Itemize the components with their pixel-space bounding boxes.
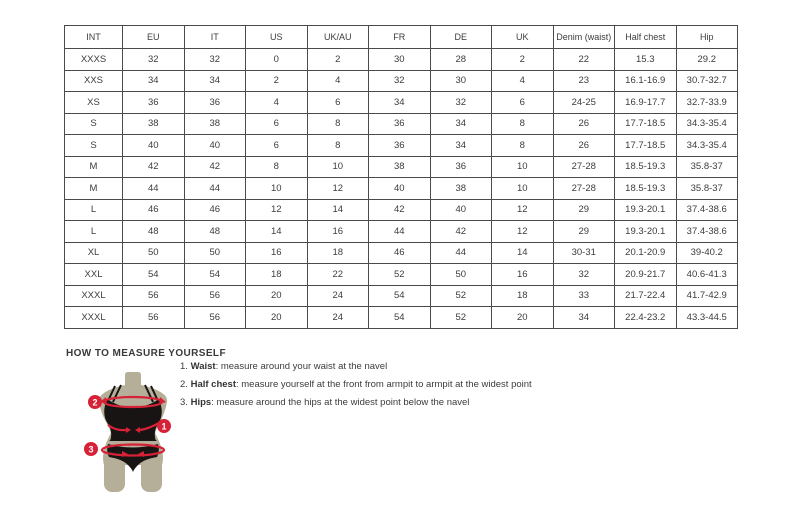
size-table-cell: 40 [184,135,246,157]
size-table-cell: 32 [430,92,492,114]
size-table-cell: 32 [184,49,246,71]
size-table-cell: 6 [246,135,308,157]
size-table-cell: 54 [123,264,185,286]
size-table-cell: 19.3-20.1 [615,221,677,243]
size-table-row [65,242,738,264]
measure-steps-list [180,362,532,416]
measure-step-number: 2. [180,379,188,390]
size-table-cell: 52 [430,307,492,329]
size-table-cell: 50 [430,264,492,286]
measure-step-term: Hips [190,397,212,408]
size-table-cell: 32 [123,49,185,71]
size-table-header-row [65,26,738,49]
size-table-cell: 38 [430,178,492,200]
size-table-cell: 44 [123,178,185,200]
size-table-cell: 20 [246,307,308,329]
size-table-cell: 2 [307,49,369,71]
size-table-cell: M [65,178,123,200]
column-header-eu: EU [123,26,185,49]
size-table-cell: 16.1-16.9 [615,70,677,92]
size-table-cell: 24 [307,307,369,329]
size-table-cell: 46 [369,242,431,264]
size-table-cell: 16 [307,221,369,243]
size-table-cell: 32 [553,264,615,286]
column-header-uk: UK [492,26,554,49]
size-table-cell: 36 [369,135,431,157]
size-table-cell: 21.7-22.4 [615,285,677,307]
size-table-cell: 22 [307,264,369,286]
size-table-cell: 32 [369,70,431,92]
size-table-cell: 4 [492,70,554,92]
size-table-row [65,199,738,221]
size-table-cell: 18.5-19.3 [615,178,677,200]
size-table-cell: 36 [123,92,185,114]
size-table-cell: 4 [246,92,308,114]
badge-2-number: 2 [92,397,98,408]
size-table-cell: 28 [430,49,492,71]
measure-step [180,380,532,390]
size-table-cell: 20.1-20.9 [615,242,677,264]
size-table-cell: 54 [184,264,246,286]
size-table-cell: 44 [184,178,246,200]
size-table-cell: 30 [369,49,431,71]
size-table-row [65,264,738,286]
size-table-body [65,49,738,329]
size-table-cell: 34 [123,70,185,92]
size-table-cell: 42 [123,156,185,178]
size-table-row [65,113,738,135]
badge-1-number: 1 [161,421,167,432]
size-table-cell: 16.9-17.7 [615,92,677,114]
size-table-cell: 38 [369,156,431,178]
size-table-cell: 50 [123,242,185,264]
size-table-cell: 54 [369,307,431,329]
size-table-cell: 22.4-23.2 [615,307,677,329]
size-table-cell: 40 [430,199,492,221]
size-table-cell: 20 [492,307,554,329]
size-table-cell: 15.3 [615,49,677,71]
size-table-cell: 56 [184,285,246,307]
measure-step-term: Waist [190,361,216,372]
column-header-denim-waist: Denim (waist) [553,26,615,49]
size-table-cell: 36 [430,156,492,178]
size-table-cell: 4 [307,70,369,92]
size-table-cell: 18 [492,285,554,307]
size-table-cell: 43.3-44.5 [676,307,738,329]
size-table-cell: 20 [246,285,308,307]
measure-step-number: 3. [180,397,188,408]
size-table-cell: S [65,135,123,157]
column-header-it: IT [184,26,246,49]
size-table-cell: 10 [492,178,554,200]
size-table-cell: 56 [123,285,185,307]
size-table-cell: 37.4-38.6 [676,221,738,243]
size-table-cell: L [65,221,123,243]
size-table-cell: 35.8-37 [676,156,738,178]
size-table-cell: 41.7-42.9 [676,285,738,307]
size-table-cell: 34.3-35.4 [676,135,738,157]
size-table-cell: 46 [184,199,246,221]
size-table-cell: 34 [430,113,492,135]
size-table-row [65,49,738,71]
size-table-cell: S [65,113,123,135]
size-table-cell: 17.7-18.5 [615,135,677,157]
size-table-cell: 16 [492,264,554,286]
size-table-cell: 27-28 [553,178,615,200]
size-table-cell: 24 [307,285,369,307]
size-table-cell: 38 [123,113,185,135]
size-table-cell: 40 [369,178,431,200]
size-table-cell: 30 [430,70,492,92]
column-header-uk-au: UK/AU [307,26,369,49]
measure-step [180,398,532,408]
size-table-cell: 6 [492,92,554,114]
size-table-row [65,307,738,329]
size-table-cell: 16 [246,242,308,264]
size-table-cell: 18 [307,242,369,264]
size-table-cell: 2 [492,49,554,71]
size-table-cell: 20.9-21.7 [615,264,677,286]
size-table-cell: 10 [246,178,308,200]
size-table-row [65,221,738,243]
size-table-cell: 17.7-18.5 [615,113,677,135]
size-table-cell: 38 [184,113,246,135]
size-table-cell: 10 [492,156,554,178]
size-table-cell: 29.2 [676,49,738,71]
mannequin-left-thigh-shape [104,456,125,492]
size-table-cell: 8 [492,113,554,135]
size-table-cell: M [65,156,123,178]
size-table-cell: 19.3-20.1 [615,199,677,221]
size-table-cell: 14 [307,199,369,221]
mannequin-right-thigh-shape [141,456,162,492]
size-table-cell: 23 [553,70,615,92]
size-table-cell: XXXS [65,49,123,71]
size-table-cell: 0 [246,49,308,71]
size-table-row [65,135,738,157]
size-table-row [65,70,738,92]
size-table-cell: 34.3-35.4 [676,113,738,135]
size-table-cell: 33 [553,285,615,307]
size-table-cell: 12 [307,178,369,200]
size-table-cell: 26 [553,135,615,157]
size-table-cell: 24-25 [553,92,615,114]
size-table-cell: 8 [492,135,554,157]
size-table-cell: 50 [184,242,246,264]
size-table-cell: 46 [123,199,185,221]
measure-step-number: 1. [180,361,188,372]
size-table-cell: 8 [246,156,308,178]
size-table-cell: 48 [184,221,246,243]
column-header-us: US [246,26,308,49]
size-table-cell: 44 [369,221,431,243]
size-table-cell: 52 [430,285,492,307]
size-table-cell: XXXL [65,285,123,307]
size-table-cell: 40 [123,135,185,157]
size-table-row [65,156,738,178]
size-table-cell: 12 [492,221,554,243]
size-table-cell: XS [65,92,123,114]
badge-3-number: 3 [88,444,94,455]
size-table-cell: 30-31 [553,242,615,264]
size-table-cell: 14 [492,242,554,264]
size-table-cell: 14 [246,221,308,243]
size-table-cell: 6 [246,113,308,135]
size-table-cell: 32.7-33.9 [676,92,738,114]
size-table-cell: 56 [123,307,185,329]
size-table-cell: 42 [184,156,246,178]
measure-step-description: : measure around your waist at the navel [215,361,388,372]
size-table-cell: 26 [553,113,615,135]
measure-step-description: : measure around the hips at the widest point below the navel [211,397,470,408]
size-table-cell: L [65,199,123,221]
column-header-int: INT [65,26,123,49]
size-table-cell: 18.5-19.3 [615,156,677,178]
size-table-cell: XL [65,242,123,264]
size-table-cell: 52 [369,264,431,286]
size-table-cell: 18 [246,264,308,286]
size-table-header [65,26,738,49]
size-table-cell: 29 [553,199,615,221]
size-table-cell: 29 [553,221,615,243]
column-header-half-chest: Half chest [615,26,677,49]
size-table-cell: 8 [307,135,369,157]
measure-step-term: Half chest [190,379,236,390]
size-table-cell: 10 [307,156,369,178]
size-table-cell: 34 [553,307,615,329]
column-header-fr: FR [369,26,431,49]
size-table-cell: 37.4-38.6 [676,199,738,221]
size-table-cell: 34 [184,70,246,92]
size-table-cell: 44 [430,242,492,264]
size-table-cell: 34 [430,135,492,157]
size-table-cell: 42 [369,199,431,221]
size-table-cell: 54 [369,285,431,307]
size-table-cell: 6 [307,92,369,114]
measure-step-description: : measure yourself at the front from armpit to armpit at the widest point [235,379,532,390]
size-table-cell: 48 [123,221,185,243]
size-table-row [65,92,738,114]
size-table-cell: 12 [492,199,554,221]
measure-section-heading: HOW TO MEASURE YOURSELF [66,348,226,359]
size-table-cell: XXXL [65,307,123,329]
size-table-cell: 22 [553,49,615,71]
size-table-cell: 36 [369,113,431,135]
size-table-cell: 56 [184,307,246,329]
size-table-cell: 39-40.2 [676,242,738,264]
size-table-cell: 8 [307,113,369,135]
size-table-row [65,285,738,307]
size-table-cell: 35.8-37 [676,178,738,200]
size-table-cell: 12 [246,199,308,221]
size-table-cell: 2 [246,70,308,92]
size-table-cell: 40.6-41.3 [676,264,738,286]
size-table-cell: 42 [430,221,492,243]
size-table-row [65,178,738,200]
column-header-hip: Hip [676,26,738,49]
size-table-cell: 36 [184,92,246,114]
size-table-cell: 34 [369,92,431,114]
size-table-cell: 27-28 [553,156,615,178]
measurement-mannequin-figure [76,368,190,504]
size-conversion-table [64,25,738,329]
mannequin-neck-shape [125,372,141,386]
measure-step [180,362,532,372]
column-header-de: DE [430,26,492,49]
size-table-cell: 30.7-32.7 [676,70,738,92]
size-table-cell: XXS [65,70,123,92]
size-table-cell: XXL [65,264,123,286]
